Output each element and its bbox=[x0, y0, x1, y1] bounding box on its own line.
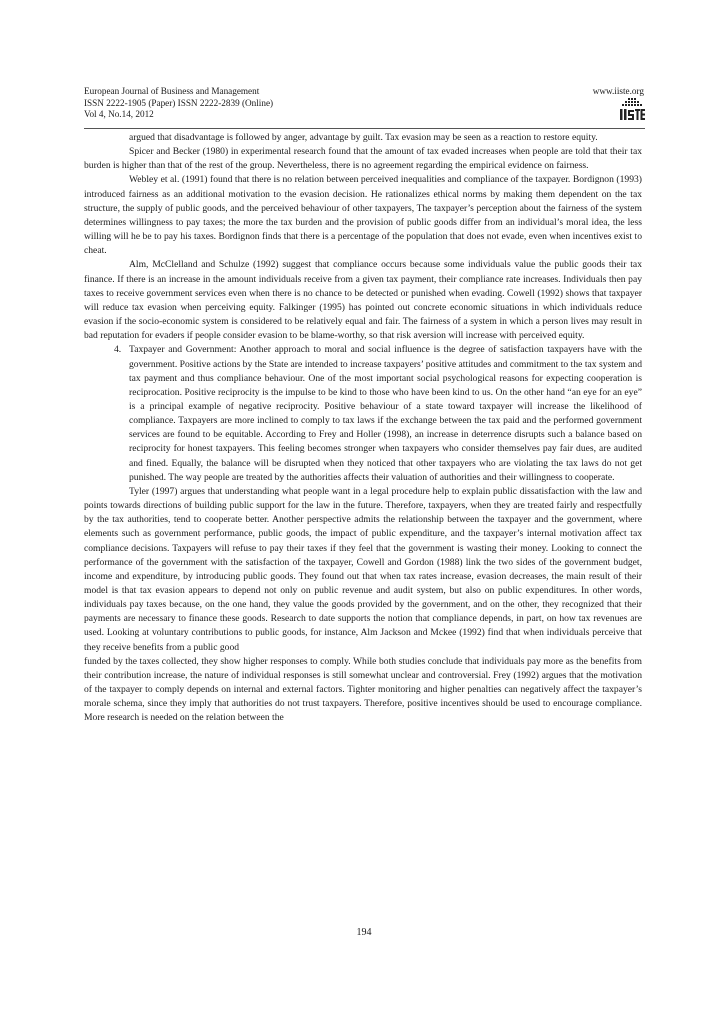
journal-title: European Journal of Business and Management bbox=[84, 86, 260, 96]
paragraph: argued that disadvantage is followed by anger, advantage by guilt. Tax evasion may be seen as a reaction to restore equity. bbox=[129, 132, 598, 143]
paragraph: Tyler (1997) argues that understanding what people want in a legal procedure help to explain public dissatisfaction with the law and points towards directions of building public support for the law in the future. Therefore, taxpayers, when they are treated fairly and respectfully by the tax authorities, tend to cooperate better. Another perspective admits the relationship between the taxpayer and the government, where elements such as government performance, public goods, the impact of public expenditure, and the taxpayer’s internal motivation affect tax compliance decisions. Taxpayers will refuse to pay their taxes if they feel that the government is wasting their money. Looking to connect the performance of the government with the satisfaction of the taxpayer, Cowell and Gordon (1988) link the two sides of the government budget, income and expenditure, by introducing public goods. They found out that when tax rates increase, evasion decreases, the main result of their model is that tax evasion appears to depend not only on public revenue and audit system, but also on public expenditures. In other words, individuals pay taxes because, on the one hand, they value the goods provided by the government, and on the other, they recognized that their payments are necessary to finance these goods. Research to date supports the notion that compliance depends, in part, on how tax revenues are used. Looking at voluntary contributions to public goods, for instance, Alm Jackson and Mckee (1992) find that when individuals perceive that they receive benefits from a public good bbox=[84, 485, 642, 653]
header-rule bbox=[84, 128, 645, 129]
page-number: 194 bbox=[356, 927, 372, 938]
volume-line: Vol 4, No.14, 2012 bbox=[84, 109, 154, 120]
paragraph: Webley et al. (1991) found that there is no relation between perceived inequalities and compliance of the taxpayer. Bordignon (1993) introduced fairness as an additional motivation to the evasion decision. He rationalizes ethical norms by making them dependent on the tax structure, the supply of public goods, and the perceived behaviour of other taxpayers, The taxpayer’s perception about the fairness of the system determines willingness to pay taxes; the more the tax burden and the provision of public goods differ from an individual’s moral idea, the less willing will he be to pay his taxes. Bordignon finds that there is a percentage of the population that does not evade, even when incentives exist to cheat. bbox=[84, 174, 642, 257]
paragraph: Spicer and Becker (1980) in experimental research found that the amount of tax evaded increases when people are told that their tax burden is higher than that of the rest of the group. Nevertheless, there is no agreement regarding the empirical evidence on fairness. bbox=[84, 146, 642, 172]
paragraph: funded by the taxes collected, they show higher responses to comply. While both studies conclude that individuals pay more as the benefits from their contribution increase, the nature of individual responses is still somewhat unclear and controversial. Frey (1992) argues that the motivation of the taxpayer to comply depends on internal and external factors. Tighter monitoring and higher penalties can negatively affect the taxpayer’s morale schema, since they imply that authorities do not trust taxpayers. Therefore, positive incentives should be used to encourage compliance. More research is needed on the relation between the bbox=[84, 655, 642, 724]
item-text: Taxpayer and Government: Another approach to moral and social influence is the degree of satisfaction taxpayers have with the government. Positive actions by the State are intended to increase taxpayers’ positive attitudes and commitment to the tax system and tax payment and thus compliance behaviour. One of the most important social psychological reasons for expecting cooperation is reciprocation. Positive reciprocity is the impulse to be kind to those who have been kind to us. On the other hand “an eye for an eye” is a principal example of negative reciprocity. Positive behaviour of a state toward taxpayer will increase the likelihood of compliance. Taxpayers are more inclined to comply to tax laws if the exchange between the tax paid and the performed government services are found to be equitable. According to Frey and Holler (1998), an increase in deterrence disrupts such a balance based on reciprocity for honest taxpayers. This feeling becomes stronger when taxpayers who consider themselves pay fair dues, are audited and fined. Equally, the balance will be disrupted when they noticed that other taxpayers who are violating the tax laws do not get punished. The way people are treated by the authorities affects their valuation of authorities and their willingness to cooperate. bbox=[129, 344, 642, 483]
issn-line: ISSN 2222-1905 (Paper) ISSN 2222-2839 (Online) bbox=[84, 97, 274, 108]
article-body bbox=[84, 131, 642, 726]
paragraph: Alm, McClelland and Schulze (1992) suggest that compliance occurs because some individuals value the public goods their tax finance. If there is an increase in the amount individuals receive from a given tax payment, their compliance rate increases. Individuals then pay taxes to receive government services even when there is no chance to be detected or punished when evading. Cowell (1992) shows that taxpayer will reduce tax evasion when perceiving equity. Falkinger (1995) has pointed out concrete economic situations in which individuals reduce evasion if the socio-economic system is considered to be relatively equal and fair. The fairness of a system in which a person lives may result in bad reputation for evaders if people consider evasion to be blame-worthy, so that risk aversion will increase with perceived equity. bbox=[84, 259, 642, 342]
item-number: 4. bbox=[114, 344, 122, 356]
iiste-logo bbox=[619, 98, 645, 122]
numbered-item bbox=[84, 343, 642, 485]
journal-header bbox=[84, 86, 273, 121]
website-link[interactable]: www.iiste.org bbox=[592, 86, 644, 96]
